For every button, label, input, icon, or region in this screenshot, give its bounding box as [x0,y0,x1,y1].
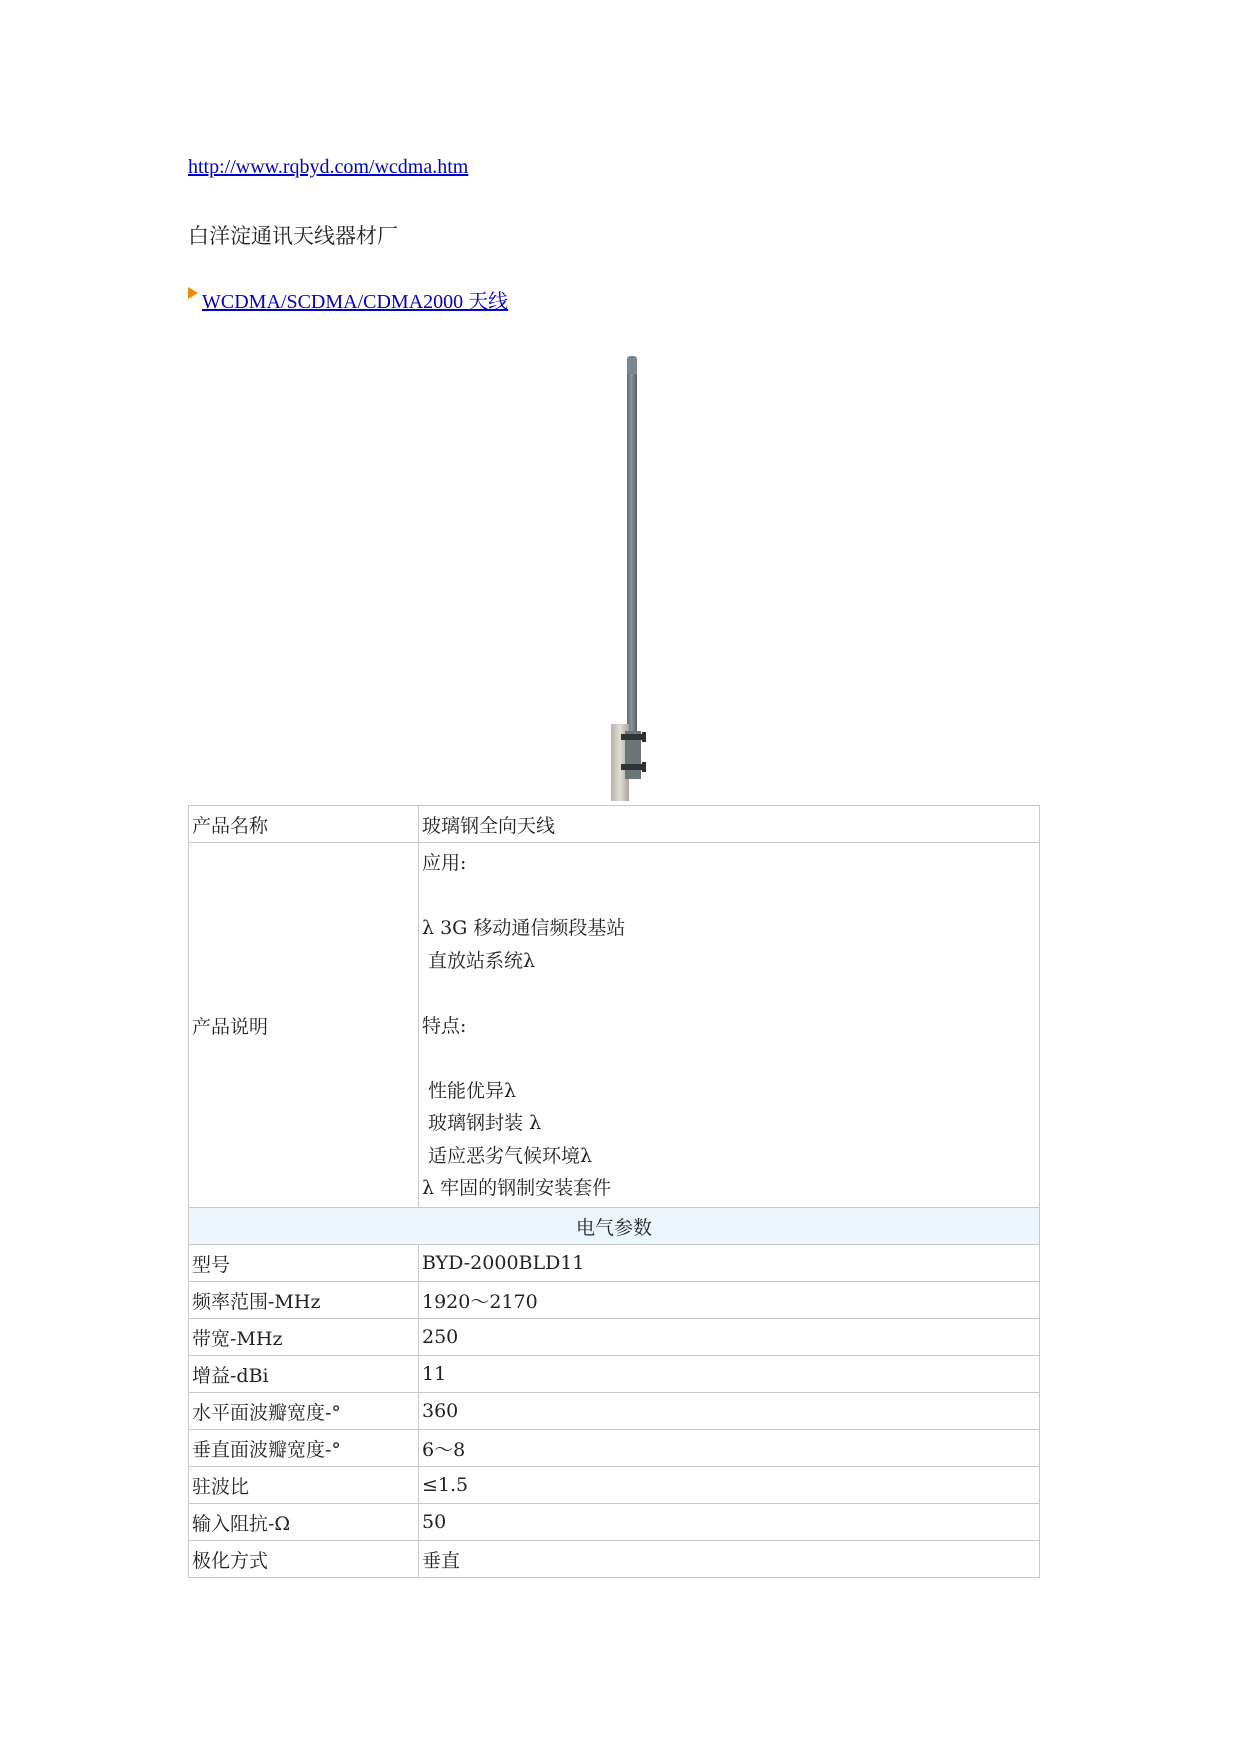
table-row [189,1245,1040,1282]
table-row [189,1541,1040,1578]
cell-label: 产品名称 [189,806,419,843]
category-link[interactable] [188,285,508,314]
desc-line: λ 3G 移动通信频段基站 [422,917,626,939]
antenna-photo [600,356,650,801]
desc-line: 应用: [422,852,467,874]
desc-line [422,977,1036,1010]
desc-line [422,880,1036,913]
cell-label: 频率范围-MHz [189,1282,419,1319]
table-row [189,1282,1040,1319]
cell-value: BYD-2000BLD11 [419,1245,1040,1282]
cell-value: 垂直 [419,1541,1040,1578]
desc-line: 玻璃钢封装 λ [422,1112,542,1134]
cell-label: 垂直面波瓣宽度-° [189,1430,419,1467]
table-row [189,1393,1040,1430]
cell-value: 50 [419,1504,1040,1541]
cell-label: 增益-dBi [189,1356,419,1393]
cell-value: ≤1.5 [419,1467,1040,1504]
cell-value: 11 [419,1356,1040,1393]
desc-line [422,1042,1036,1075]
desc-line: 适应恶劣气候环境λ [422,1144,593,1167]
category-link-label: WCDMA/SCDMA/CDMA2000 天线 [202,291,509,313]
table-row [189,843,1040,1208]
cell-label: 带宽-MHz [189,1319,419,1356]
section-title: 电气参数 [189,1208,1040,1245]
cell-value: 6～8 [419,1430,1040,1467]
table-row [189,1430,1040,1467]
table-row [189,1504,1040,1541]
website-link[interactable]: http://www.rqbyd.com/wcdma.htm [188,156,469,178]
table-row [189,806,1040,843]
desc-line: λ 牢固的钢制安装套件 [422,1177,612,1199]
cell-value: 250 [419,1319,1040,1356]
cell-label: 驻波比 [189,1467,419,1504]
cell-label: 型号 [189,1245,419,1282]
table-section-header [189,1208,1040,1245]
desc-line: 特点: [422,1014,467,1037]
table-row [189,1467,1040,1504]
arrow-bullet-icon [188,287,198,299]
cell-value: 360 [419,1393,1040,1430]
description-cell [419,843,1040,1208]
cell-label: 极化方式 [189,1541,419,1578]
table-row [189,1356,1040,1393]
cell-value: 玻璃钢全向天线 [419,806,1040,843]
spec-table [188,805,1040,1578]
cell-label: 产品说明 [189,843,419,1208]
company-name: 白洋淀通讯天线器材厂 [188,224,398,248]
cell-label: 水平面波瓣宽度-° [189,1393,419,1430]
cell-label: 输入阻抗-Ω [189,1504,419,1541]
desc-line: 性能优异λ [422,1079,517,1102]
cell-value: 1920～2170 [419,1282,1040,1319]
table-row [189,1319,1040,1356]
desc-line: 直放站系统λ [422,949,536,972]
